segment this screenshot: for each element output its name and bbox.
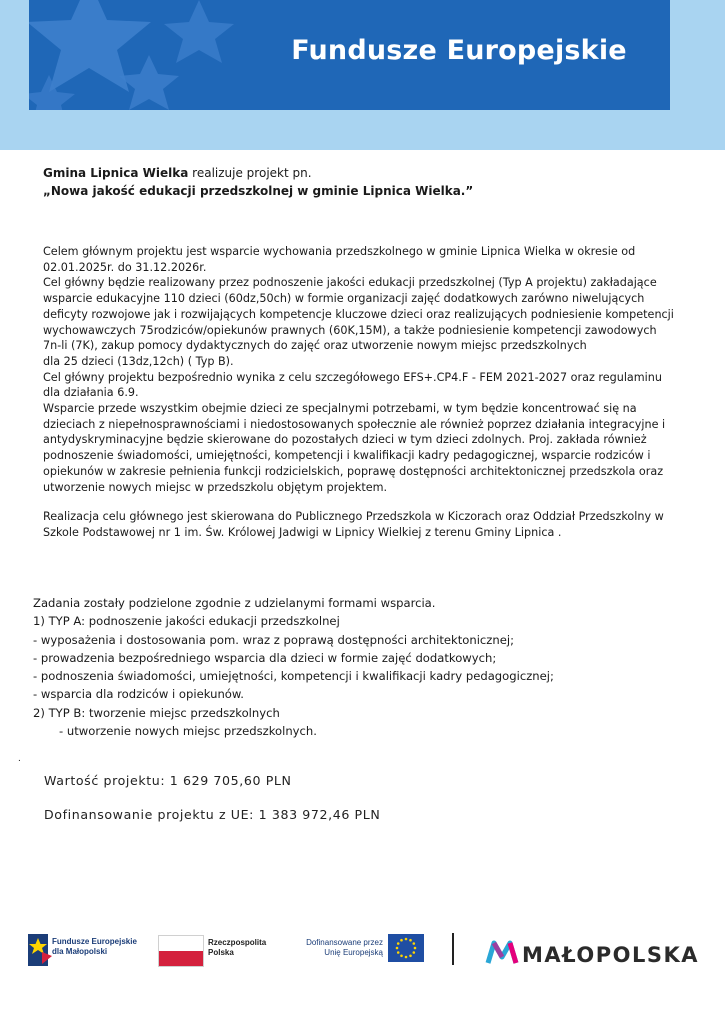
malopolska-wordmark: MAŁOPOLSKA xyxy=(522,943,700,967)
task-item: - wsparcia dla rodziców i opiekunów. xyxy=(33,687,244,702)
header-title: Fundusze Europejskie xyxy=(291,35,627,66)
fe-line1: Fundusze Europejskie xyxy=(52,937,137,946)
header-band xyxy=(0,0,725,150)
eu-line2: Unię Europejską xyxy=(324,948,383,957)
text-line: wychowawczych 75rodziców/opiekunów prawnych (60K,15M), a także podniesienie kompetencji zawodowych xyxy=(43,323,657,337)
text-line: dla działania 6.9. xyxy=(43,386,139,400)
text-line: antydyskryminacyjne będzie skierowane do pozostałych dzieci w tym dzieci zdolnych. Proj. zakłada również xyxy=(43,433,647,447)
text-line: podnoszenie świadomości, umiejętności, kompetencji i kwalifikacji kadry pedagogicznej, wsparcie rodziców i xyxy=(43,449,651,463)
fe-line2: dla Małopolski xyxy=(52,947,108,956)
text-line: Celem głównym projektu jest wsparcie wychowania przedszkolnego w gminie Lipnica Wielka w okresie od xyxy=(43,245,636,258)
pl-line1: Rzeczpospolita xyxy=(208,938,267,947)
task-item: - wyposażenia i dostosowania pom. wraz z poprawą dostępności architektonicznej; xyxy=(33,632,514,647)
intro-verb: realizuje projekt pn. xyxy=(188,166,312,180)
footer-logos xyxy=(0,925,725,985)
text-line: Szkole Podstawowej nr 1 im. Św. Królowej Jadwigi w Lipnicy Wielkiej z terenu Gminy Lipnica . xyxy=(43,525,562,539)
project-description xyxy=(43,164,703,541)
text-line: dla 25 dzieci (13dz,12ch) ( Typ B). xyxy=(43,354,234,368)
task-item: - prowadzenia bezpośredniego wsparcia dla dzieci w formie zajęć dodatkowych; xyxy=(33,650,497,665)
intro-line xyxy=(43,164,703,182)
eu-line1: Dofinansowane przez xyxy=(306,938,383,947)
tasks-intro: Zadania zostały podzielone zgodnie z udzielanymi formami wsparcia. xyxy=(33,596,436,610)
pl-logo-text xyxy=(208,938,266,958)
project-name-text: „Nowa jakość edukacji przedszkolnej w gminie Lipnica Wielka.” xyxy=(43,184,474,198)
header-banner xyxy=(29,0,670,110)
text-line: Wsparcie przede wszystkim obejmie dzieci ze specjalnymi potrzebami, w tym będzie koncentrować się na xyxy=(43,402,637,416)
text-line: Cel główny będzie realizowany przez podnoszenie jakości edukacji przedszkolnej (Typ A projektu) zakładające xyxy=(43,276,657,290)
project-value: Wartość projektu: 1 629 705,60 PLN xyxy=(44,773,292,788)
municipality-name: Gmina Lipnica Wielka xyxy=(43,166,189,180)
text-line: Cel główny projektu bezpośrednio wynika z celu szczegółowego EFS+.CP4.F - FEM 2021-2027 oraz regulaminu xyxy=(43,370,662,384)
text-line: 7n-li (7K), zakup pomocy dydaktycznych do zajęć oraz utworzenie nowym miejsc przedszkolnych xyxy=(43,339,587,353)
project-cofinancing: Dofinansowanie projektu z UE: 1 383 972,46 PLN xyxy=(44,807,381,822)
text-line: opiekunów w zakresie pełnienia funkcji rodzicielskich, poprawę dostępności architektonicznej przedszkola oraz xyxy=(43,464,664,478)
stray-mark: . xyxy=(18,753,21,764)
task-item: - utworzenie nowych miejsc przedszkolnych. xyxy=(59,724,317,739)
eu-stars-graphic xyxy=(29,0,244,110)
eu-logo-text xyxy=(286,938,383,958)
task-item: - podnoszenia świadomości, umiejętności, kompetencji i kwalifikacji kadry pedagogicznej; xyxy=(33,669,554,684)
fe-logo-text xyxy=(52,937,137,957)
task-type-b: 2) TYP B: tworzenie miejsc przedszkolnych xyxy=(33,705,280,720)
pl-line2: Polska xyxy=(208,948,234,957)
text-line: 02.01.2025r. do 31.12.2026r. xyxy=(43,260,207,274)
text-line: dzieciach z niepełnosprawnościami i niedostosowanych społecznie ale również poprzez działania integracyjne i xyxy=(43,417,666,431)
text-line: utworzenie nowych miejsc w przedszkolu objętym projektem. xyxy=(43,480,388,494)
text-line: deficyty rozwojowe jak i rozwijających kompetencje kluczowe dzieci oraz realizujących podniesienie kompetencji xyxy=(43,307,674,321)
poland-flag-icon xyxy=(158,935,204,967)
footer-divider xyxy=(452,933,454,965)
text-line: wsparcie edukacyjne 110 dzieci (60dz,50ch) w formie organizacji zajęć dodatkowych zarówno niwelujących xyxy=(43,292,645,306)
project-name xyxy=(43,182,703,200)
text-line: Realizacja celu głównego jest skierowana do Publicznego Przedszkola w Kiczorach oraz Oddział Przedszkolny w xyxy=(43,510,664,524)
tasks-list xyxy=(33,594,693,740)
paragraph-target xyxy=(43,509,703,540)
paragraph-goal xyxy=(43,244,703,495)
task-type-a: 1) TYP A: podnoszenie jakości edukacji przedszkolnej xyxy=(33,614,340,629)
eu-flag-icon xyxy=(388,934,424,962)
malopolska-logo-icon xyxy=(485,939,519,965)
